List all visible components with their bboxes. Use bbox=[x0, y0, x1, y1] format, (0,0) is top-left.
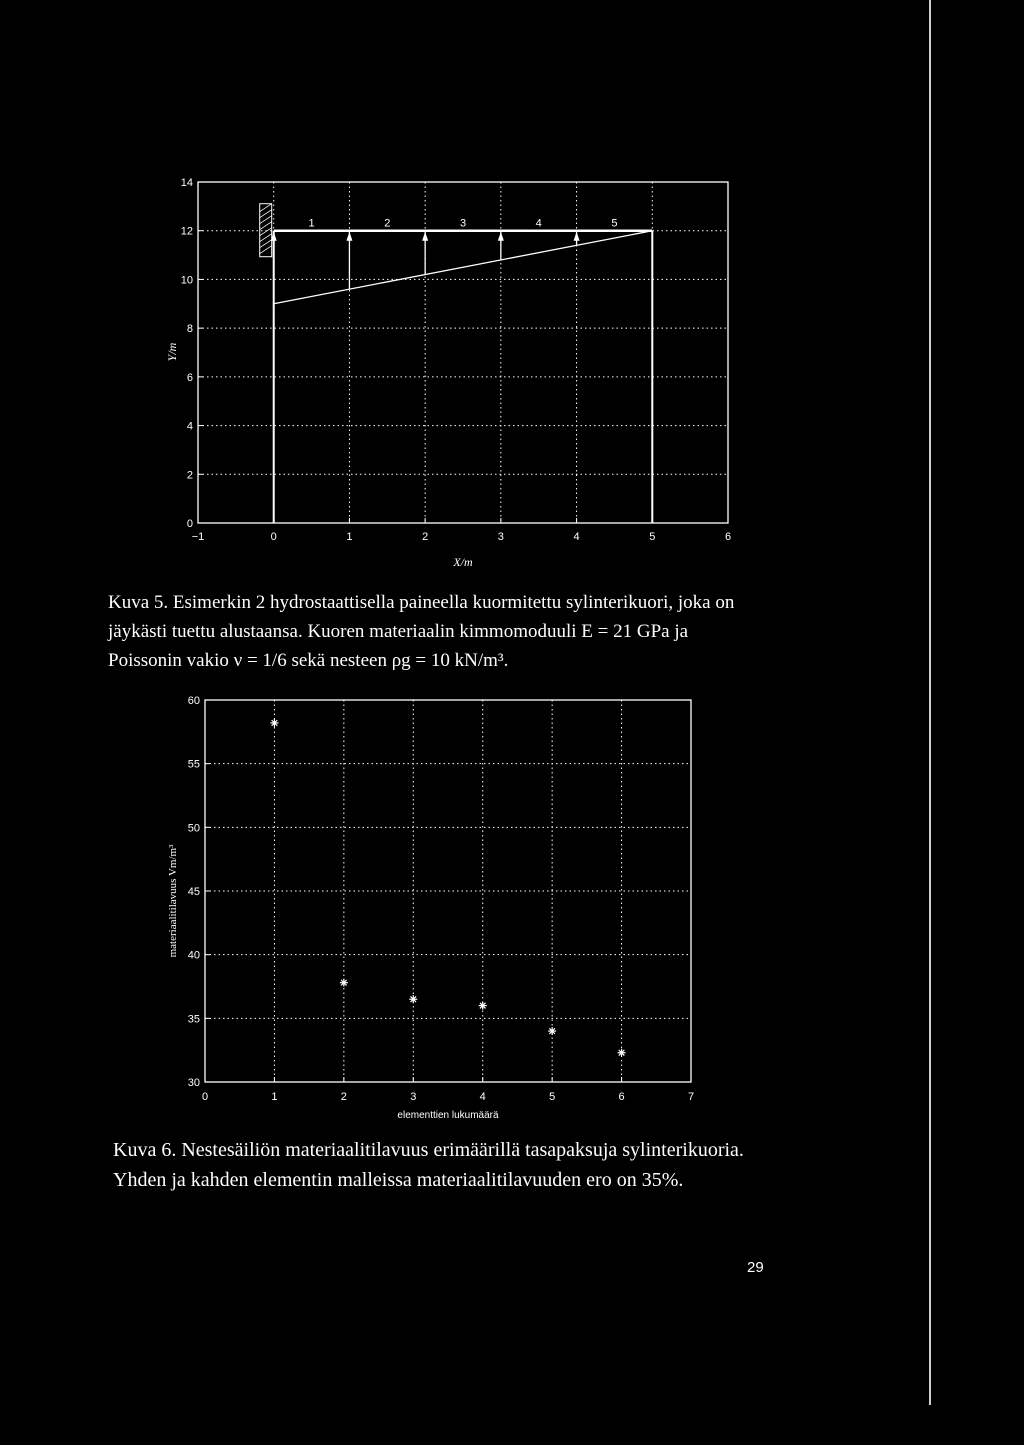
tick-label-y: 14 bbox=[180, 177, 193, 189]
caption-line: Poissonin vakio ν = 1/6 sekä nesteen ρg = 10 kN/m³. bbox=[108, 650, 509, 671]
x-axis-label: X/m bbox=[453, 555, 473, 569]
tick-label-y: 30 bbox=[187, 1077, 200, 1089]
tick-label-x: 5 bbox=[649, 531, 656, 543]
tick-label-x: 5 bbox=[549, 1091, 556, 1103]
tick-label-y: 55 bbox=[187, 758, 200, 771]
data-point-asterisk bbox=[479, 1002, 487, 1010]
node-arrow bbox=[346, 232, 352, 241]
page-edge-line bbox=[929, 0, 931, 1405]
tick-label-y: 45 bbox=[187, 886, 200, 898]
tick-label-y: 10 bbox=[180, 274, 193, 287]
data-point-asterisk bbox=[618, 1049, 626, 1057]
caption-line: jäykästi tuettu alustaansa. Kuoren materiaalin kimmomoduuli E = 21 GPa ja bbox=[108, 621, 689, 642]
tick-label-x: 0 bbox=[270, 531, 277, 543]
tick-label-y: 40 bbox=[187, 949, 200, 962]
tick-label-x: 0 bbox=[201, 1091, 209, 1103]
data-point-asterisk bbox=[340, 979, 348, 987]
caption-line: Kuva 6. Nestesäiliön materiaalitilavuus erimäärillä tasapaksuja sylinterikuoria. bbox=[113, 1139, 744, 1161]
tick-label-y: 0 bbox=[186, 518, 193, 530]
tick-label-y: 4 bbox=[186, 420, 193, 433]
tick-label-y: 35 bbox=[187, 1013, 200, 1026]
tick-label-x: 3 bbox=[497, 531, 504, 543]
tick-label-x: 1 bbox=[346, 531, 353, 543]
tick-label-x: 6 bbox=[618, 1091, 625, 1103]
node-arrow bbox=[422, 232, 428, 241]
tick-label-x: 2 bbox=[340, 1091, 347, 1103]
node-label: 4 bbox=[535, 217, 542, 230]
tick-label-y: 8 bbox=[186, 323, 193, 336]
caption-line: Yhden ja kahden elementin malleissa materiaalitilavuuden ero on 35%. bbox=[113, 1169, 684, 1191]
tick-label-x: 3 bbox=[410, 1091, 417, 1103]
tick-label-y: 50 bbox=[187, 822, 200, 835]
page-number: 29 bbox=[747, 1259, 764, 1276]
y-axis-label: Y/m bbox=[165, 342, 179, 362]
tick-label-x: 4 bbox=[479, 1091, 486, 1103]
plot-frame bbox=[198, 182, 728, 523]
data-point-asterisk bbox=[548, 1027, 556, 1035]
tick-label-x: 6 bbox=[724, 531, 732, 543]
node-label: 2 bbox=[384, 217, 391, 230]
tick-label-y: 60 bbox=[187, 695, 200, 707]
tick-label-y: 12 bbox=[180, 225, 193, 238]
caption-line: Kuva 5. Esimerkin 2 hydrostaattisella paineella kuormitettu sylinterikuori, joka on bbox=[108, 592, 735, 613]
node-arrow bbox=[498, 232, 504, 241]
tick-label-y: 2 bbox=[186, 469, 193, 482]
node-label: 1 bbox=[308, 217, 315, 230]
tick-label-x: 2 bbox=[422, 531, 429, 543]
x-axis-label: elementtien lukumäärä bbox=[397, 1110, 499, 1121]
tick-label-x: 1 bbox=[271, 1091, 278, 1103]
tick-label-x: 4 bbox=[573, 531, 580, 543]
node-label: 5 bbox=[611, 217, 618, 230]
tick-label-x: 7 bbox=[687, 1091, 695, 1103]
node-label: 3 bbox=[459, 217, 467, 230]
tick-label-x: −1 bbox=[191, 531, 205, 543]
node-arrow bbox=[574, 232, 580, 241]
figure5-caption bbox=[108, 588, 793, 675]
shell-profile-line bbox=[274, 231, 653, 304]
y-axis-label: materiaalitilavuus Vm/m³ bbox=[167, 844, 179, 958]
data-point-asterisk bbox=[270, 719, 278, 727]
data-point-asterisk bbox=[409, 995, 417, 1003]
tick-label-y: 6 bbox=[186, 371, 193, 384]
figure6-caption bbox=[113, 1135, 813, 1195]
